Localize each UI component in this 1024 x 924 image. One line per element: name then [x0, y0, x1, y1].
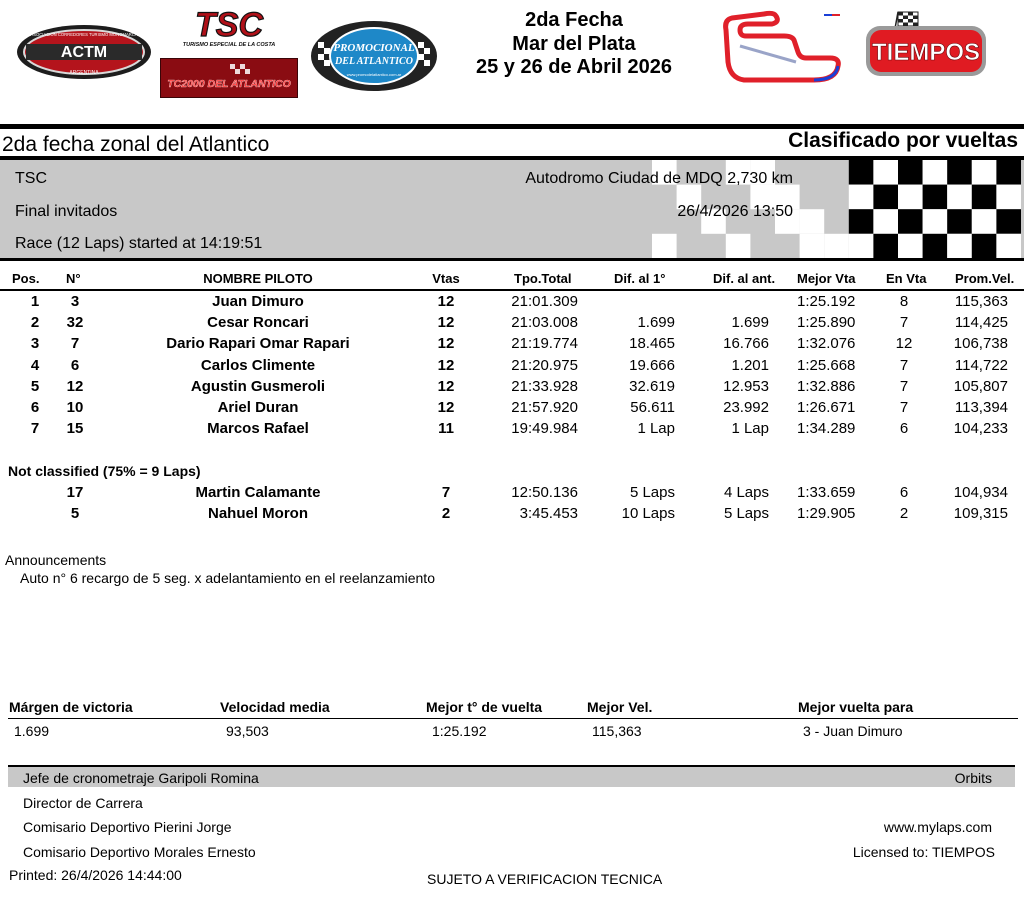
- position-cell: 5: [30, 377, 40, 395]
- printed-timestamp: Printed: 26/4/2026 14:44:00: [9, 867, 182, 883]
- driver-name-cell: Nahuel Moron: [208, 505, 308, 523]
- technical-verification-note: SUJETO A VERIFICACION TECNICA: [427, 871, 663, 887]
- checker-square: [996, 209, 1021, 234]
- best-lap-cell: 1:34.289: [797, 420, 856, 438]
- summary-best-speed: 115,363: [592, 723, 642, 739]
- checker-square: [972, 160, 997, 185]
- mylaps-website: www.mylaps.com: [883, 819, 992, 835]
- summary-victory-margin: 1.699: [14, 723, 50, 739]
- classification-type: Clasificado por vueltas: [788, 129, 1018, 152]
- checker-square: [898, 185, 923, 210]
- driver-name-cell: Juan Dimuro: [212, 293, 304, 310]
- sports-steward-2: Comisario Deportivo Morales Ernesto: [23, 844, 256, 860]
- category-name: TSC: [15, 170, 47, 187]
- tiempos-logo: [864, 8, 988, 80]
- checker-square: [923, 209, 948, 234]
- table-header-rule: [0, 289, 1024, 291]
- col-number: N°: [66, 271, 81, 286]
- license-info: Licensed to: TIEMPOS: [852, 844, 995, 860]
- car-number-cell: 10: [66, 399, 84, 416]
- gap-first-cell: 19.666: [629, 356, 675, 374]
- car-number-cell: 32: [66, 314, 84, 332]
- race-start-info: Race (12 Laps) started at 14:19:51: [15, 235, 263, 252]
- total-time-cell: 19:49.984: [511, 420, 578, 438]
- gap-first-cell: 18.465: [629, 335, 675, 353]
- best-lap-cell: 1:32.886: [797, 377, 856, 395]
- table-row: [0, 399, 1024, 420]
- table-row: [0, 505, 1024, 526]
- gap-previous-cell: 1 Lap: [731, 420, 769, 438]
- checker-square: [800, 234, 825, 258]
- checker-square: [923, 234, 948, 258]
- tsc-logo-subtitle: TURISMO ESPECIAL DE LA COSTA: [182, 42, 276, 48]
- avg-speed-cell: 114,425: [954, 314, 1008, 332]
- summary-best-lap-time: 1:25.192: [432, 723, 487, 739]
- summary-header-best-speed: Mejor Vel.: [587, 699, 653, 715]
- checker-square: [947, 160, 972, 185]
- checker-square: [898, 234, 923, 258]
- best-lap-number-cell: 6: [899, 420, 909, 438]
- laps-cell: 12: [437, 335, 455, 353]
- car-number-cell: 12: [66, 377, 84, 395]
- report-header: [0, 0, 1024, 120]
- race-director: Director de Carrera: [23, 795, 143, 811]
- event-round: 2da Fecha: [525, 9, 623, 31]
- driver-name-cell: Ariel Duran: [217, 399, 299, 416]
- checker-square: [849, 185, 874, 210]
- checker-square: [849, 160, 874, 185]
- car-number-cell: 6: [70, 356, 80, 374]
- best-lap-cell: 1:29.905: [797, 505, 856, 523]
- car-number-cell: 3: [70, 293, 80, 310]
- best-lap-number-cell: 7: [899, 377, 909, 395]
- laps-cell: 11: [438, 420, 454, 438]
- checker-square: [996, 234, 1021, 258]
- best-lap-cell: 1:32.076: [797, 335, 856, 353]
- avg-speed-cell: 106,738: [953, 335, 1008, 353]
- checker-square: [726, 234, 751, 258]
- total-time-cell: 21:20.975: [511, 356, 578, 374]
- best-lap-number-cell: 2: [899, 505, 909, 523]
- checker-square: [972, 209, 997, 234]
- tc2000-atlantico-logo: [160, 58, 298, 98]
- checker-square: [873, 185, 898, 210]
- summary-header-margin: Márgen de victoria: [9, 699, 133, 715]
- car-number-cell: 7: [70, 335, 80, 353]
- table-row: [0, 314, 1024, 335]
- gap-previous-cell: 1.201: [731, 356, 769, 374]
- driver-name-cell: Agustin Gusmeroli: [190, 377, 326, 395]
- summary-best-lap-driver: 3 - Juan Dimuro: [803, 723, 903, 739]
- summary-header-avg-speed: Velocidad media: [220, 699, 330, 715]
- position-cell: 6: [30, 399, 40, 416]
- gap-first-cell: 1 Lap: [637, 420, 675, 438]
- laps-cell: 12: [437, 377, 455, 395]
- checker-square: [873, 160, 898, 185]
- checker-square: [849, 209, 874, 234]
- gap-first-cell: 5 Laps: [629, 484, 675, 501]
- checker-square: [873, 209, 898, 234]
- table-row: [0, 357, 1024, 378]
- checker-square: [947, 185, 972, 210]
- position-cell: 2: [30, 314, 40, 332]
- driver-name-cell: Martin Calamante: [195, 484, 321, 501]
- checker-square: [800, 209, 825, 234]
- orbits-label: Orbits: [954, 770, 992, 786]
- checker-square: [824, 234, 849, 258]
- checker-square: [947, 209, 972, 234]
- best-lap-number-cell: 12: [895, 335, 913, 353]
- position-cell: 7: [30, 420, 40, 438]
- laps-cell: 12: [437, 399, 455, 416]
- info-rule: [0, 258, 1024, 261]
- position-cell: 3: [30, 335, 40, 353]
- gap-previous-cell: 1.699: [731, 314, 769, 332]
- checker-square: [849, 234, 874, 258]
- tsc-logo: [160, 8, 298, 48]
- col-best-lap: Mejor Vta: [797, 271, 856, 286]
- checker-square: [996, 160, 1021, 185]
- total-time-cell: 21:33.928: [511, 377, 578, 395]
- driver-name-cell: Carlos Climente: [200, 356, 316, 374]
- col-driver-name: NOMBRE PILOTO: [203, 271, 313, 286]
- avg-speed-cell: 104,233: [953, 420, 1008, 438]
- gap-previous-cell: 4 Laps: [723, 484, 769, 501]
- best-lap-number-cell: 8: [899, 293, 909, 310]
- car-number-cell: 15: [66, 420, 84, 438]
- promo-logo-url: www.promodelatlantico.com.ar: [346, 72, 402, 77]
- total-time-cell: 12:50.136: [511, 484, 578, 501]
- best-lap-number-cell: 7: [899, 314, 909, 332]
- col-gap-first: Dif. al 1°: [614, 271, 666, 286]
- col-laps: Vtas: [432, 271, 460, 286]
- promocional-atlantico-logo: [310, 20, 438, 92]
- checker-square: [947, 234, 972, 258]
- best-lap-cell: 1:25.668: [797, 356, 856, 374]
- event-venue: Mar del Plata: [512, 32, 636, 55]
- event-dates: 25 y 26 de Abril 2026: [475, 56, 673, 78]
- results-table-header: [0, 271, 1024, 291]
- circuit-name: Autodromo Ciudad de MDQ 2,730 km: [525, 170, 793, 187]
- laps-cell: 2: [441, 505, 451, 523]
- checker-square: [972, 234, 997, 258]
- laps-cell: 12: [437, 356, 455, 374]
- table-row: [0, 293, 1024, 314]
- position-cell: 1: [30, 293, 40, 310]
- total-time-cell: 21:19.774: [511, 335, 578, 353]
- checker-square: [898, 209, 923, 234]
- checker-square: [898, 160, 923, 185]
- table-row: [0, 335, 1024, 356]
- total-time-cell: 3:45.453: [519, 505, 578, 523]
- best-lap-number-cell: 7: [899, 399, 909, 416]
- total-time-cell: 21:01.309: [511, 293, 578, 310]
- announcements-title: Announcements: [5, 552, 107, 568]
- avg-speed-cell: 114,722: [954, 356, 1008, 374]
- actm-logo-ring-bottom: ARGENTINA: [69, 70, 99, 76]
- sports-steward-1: Comisario Deportivo Pierini Jorge: [23, 819, 232, 835]
- gap-first-cell: 10 Laps: [621, 505, 675, 523]
- session-info-box: [0, 160, 1024, 258]
- promo-logo-line1: PROMOCIONAL: [333, 42, 415, 54]
- actm-logo: [16, 24, 152, 80]
- total-time-cell: 21:03.008: [511, 314, 578, 332]
- checker-square: [873, 234, 898, 258]
- avg-speed-cell: 109,315: [953, 505, 1008, 523]
- tc2000-logo-text: TC2000 DEL ATLANTICO: [167, 78, 291, 90]
- session-datetime: 26/4/2026 13:50: [677, 203, 793, 220]
- announcement-text: Auto n° 6 recargo de 5 seg. x adelantamiento en el reelanzamiento: [20, 570, 435, 586]
- summary-header-best-lap-by: Mejor vuelta para: [798, 699, 914, 715]
- summary-rule: [8, 718, 1018, 719]
- best-lap-cell: 1:26.671: [797, 399, 856, 416]
- driver-name-cell: Marcos Rafael: [207, 420, 309, 438]
- promo-logo-line2: DEL ATLANTICO: [335, 56, 413, 67]
- chief-timekeeper: Jefe de cronometraje Garipoli Romina: [23, 770, 259, 786]
- total-time-cell: 21:57.920: [511, 399, 578, 416]
- tiempos-logo-text: TIEMPOS: [871, 39, 981, 66]
- table-row: [0, 378, 1024, 399]
- col-avg-speed: Prom.Vel.: [955, 271, 1015, 286]
- car-number-cell: 5: [70, 505, 80, 523]
- col-on-lap: En Vta: [886, 271, 927, 286]
- gap-previous-cell: 5 Laps: [723, 505, 769, 523]
- car-number-cell: 17: [66, 484, 84, 501]
- summary-header-best-lap-time: Mejor t° de vuelta: [426, 699, 543, 715]
- not-classified-label: Not classified (75% = 9 Laps): [8, 463, 201, 479]
- position-cell: 4: [30, 356, 40, 374]
- avg-speed-cell: 105,807: [953, 377, 1008, 395]
- gap-first-cell: 32.619: [629, 377, 675, 395]
- best-lap-cell: 1:25.192: [797, 293, 856, 310]
- avg-speed-cell: 115,363: [954, 293, 1008, 310]
- best-lap-cell: 1:33.659: [797, 484, 856, 501]
- best-lap-number-cell: 7: [899, 356, 909, 374]
- avg-speed-cell: 113,394: [954, 399, 1008, 416]
- col-pos: Pos.: [12, 271, 40, 286]
- table-row: [0, 420, 1024, 441]
- checker-square: [923, 160, 948, 185]
- col-total-time: Tpo.Total: [514, 271, 572, 286]
- driver-name-cell: Cesar Roncari: [207, 314, 309, 332]
- avg-speed-cell: 104,934: [953, 484, 1008, 501]
- gap-previous-cell: 12.953: [723, 377, 769, 395]
- session-name: Final invitados: [15, 203, 118, 220]
- actm-logo-ring-top: ASOCIACION CORREDORES TURISMO MONOMARCA: [30, 32, 138, 37]
- driver-name-cell: Dario Rapari Omar Rapari: [166, 335, 350, 353]
- actm-logo-text: ACTM: [60, 44, 108, 61]
- laps-cell: 7: [441, 484, 451, 501]
- gap-previous-cell: 23.992: [723, 399, 769, 416]
- table-row: [0, 484, 1024, 505]
- gap-previous-cell: 16.766: [723, 335, 769, 353]
- best-lap-number-cell: 6: [899, 484, 909, 501]
- laps-cell: 12: [437, 314, 455, 332]
- laps-cell: 12: [437, 293, 455, 310]
- track-map-icon: [718, 10, 848, 88]
- checker-square: [923, 185, 948, 210]
- tsc-logo-text: TSC: [195, 8, 263, 44]
- col-gap-previous: Dif. al ant.: [713, 271, 776, 286]
- checker-square: [996, 185, 1021, 210]
- best-lap-cell: 1:25.890: [797, 314, 856, 332]
- championship-title: 2da fecha zonal del Atlantico: [2, 133, 270, 156]
- checker-square: [652, 234, 677, 258]
- event-title: [440, 9, 708, 80]
- checker-square: [972, 185, 997, 210]
- gap-first-cell: 56.611: [630, 399, 675, 416]
- summary-avg-speed: 93,503: [226, 723, 269, 739]
- gap-first-cell: 1.699: [637, 314, 675, 332]
